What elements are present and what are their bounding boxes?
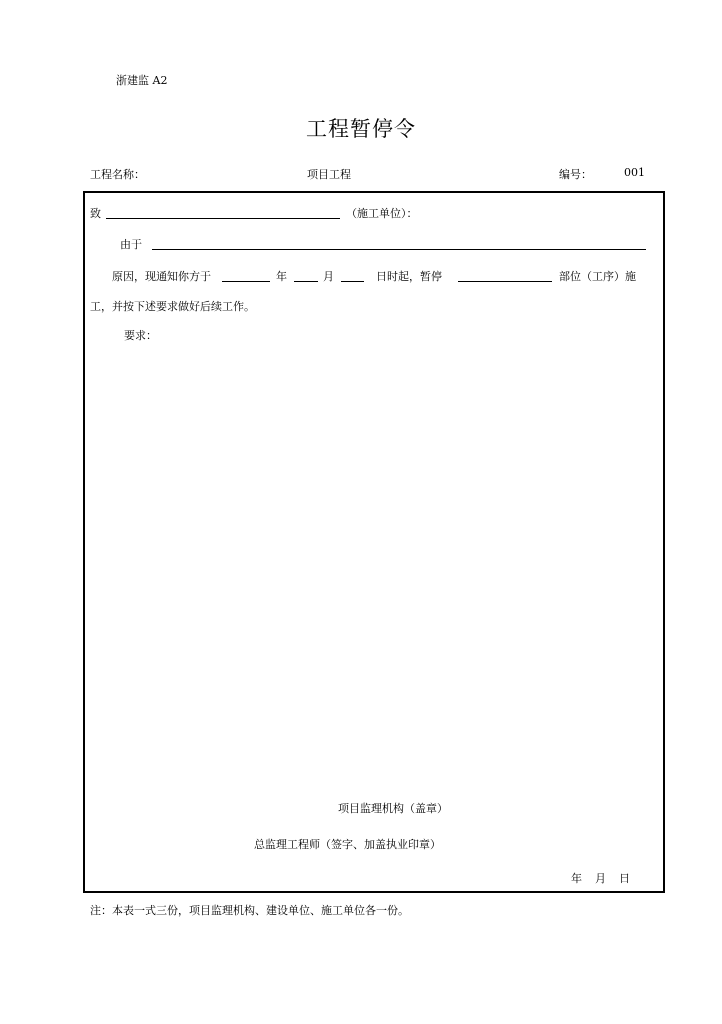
reason-blank[interactable] (152, 249, 646, 250)
number-label: 编号： (559, 168, 592, 181)
month-blank[interactable] (294, 281, 318, 282)
form-frame (83, 191, 665, 893)
recipient-blank[interactable] (106, 218, 340, 219)
part-blank[interactable] (458, 281, 552, 282)
requirements-label: 要求： (124, 329, 157, 342)
due-to-label: 由于 (120, 238, 142, 251)
to-prefix: 致 (90, 207, 101, 220)
year-blank[interactable] (222, 281, 270, 282)
year-label: 年 (276, 270, 287, 283)
continuation-text: 工，并按下述要求做好后续工作。 (90, 300, 255, 313)
to-suffix: （施工单位）： (346, 207, 418, 220)
part-label: 部位（工序）施 (559, 270, 636, 283)
project-name-value: 项目工程 (307, 168, 351, 181)
number-value: 001 (624, 166, 645, 179)
form-code: 浙建监 A2 (116, 74, 168, 87)
month-label: 月 (323, 270, 334, 283)
date-day-label: 日 (619, 872, 630, 885)
date-month-label: 月 (595, 872, 606, 885)
chief-engineer-label: 总监理工程师（签字、加盖执业印章） (254, 838, 441, 851)
day-from-label: 日时起，暂停 (376, 270, 442, 283)
project-name-label: 工程名称： (90, 168, 145, 181)
page-title: 工程暂停令 (306, 117, 416, 141)
reason-prefix: 原因，现通知你方于 (112, 270, 211, 283)
day-blank[interactable] (341, 281, 364, 282)
org-seal-label: 项目监理机构（盖章） (338, 802, 448, 815)
date-year-label: 年 (571, 872, 582, 885)
footer-note: 注：本表一式三份，项目监理机构、建设单位、施工单位各一份。 (90, 904, 409, 917)
